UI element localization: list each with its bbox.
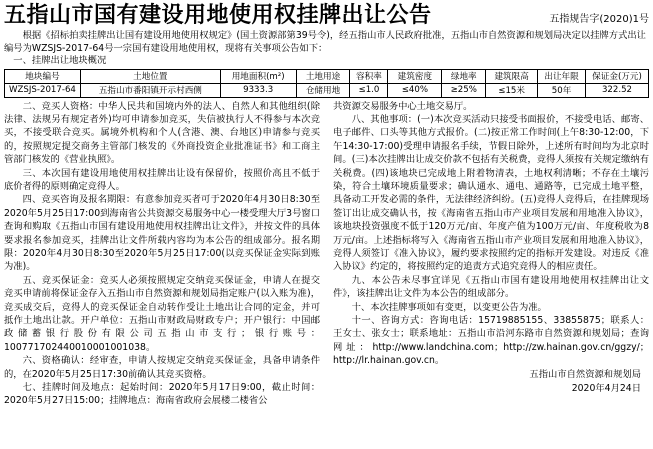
clause-registration: 四、竞买咨询及报名期限：有意参加竞买者可于2020年4月30日8:30至2020年5月25日17:00到海南省公共资源交易服务中心一楼受理大厅3号窗口查询和购取《五指山市国有建设用地使用权挂牌出让文件》，并按文件的具体要求报名参加竞买，挂牌出让文件所载内容均为本公告的组成部分。报名期限：2020年4月30日8:30至2020年5月25日17:00(以竞买保证金实际到账为准)。 — [4, 194, 320, 273]
table-cell: ≤15米 — [486, 83, 538, 97]
table-cell: 322.52 — [586, 83, 649, 97]
table-header-cell: 建筑密度 — [388, 69, 442, 83]
clause-eligibility: 二、竞买人资格：中华人民共和国境内外的法人、自然人和其他组织(除法律、法规另有规定者外)均可申请参加竞买，失信被执行人不得参与本次竞买，不接受联合竞买。属境外机构和个人(含港、澳、台地区)申请参与竞买的，按照规定提交商务主管部门核发的《外商投资企业批准证书》和工商主管部门核发的《营业执照》。 — [4, 100, 320, 166]
table-cell: 50年 — [538, 83, 586, 97]
clause-deposit: 五、竞买保证金：竞买人必须按照规定交纳竞买保证金，申请人在提交竞买申请前将保证金存入五指山市自然资源和规划局指定账户(以入账为准)，竞买成交后，竞得人的竞买保证金自动转作受让土地出让合同的定金，并可抵作土地出让款。开户单位：五指山市财政局财政专户；开户银行：中国邮政储蓄银行股份有限公司五指山市支行；银行账号：100771702440010001001038。 — [4, 274, 320, 353]
clause-listing-time: 七、挂牌时间及地点：起始时间：2020年5月17日9:00，截止时间：2020年5月27日15:00；挂牌地点：海南省政府会展楼二楼省公 — [4, 382, 320, 407]
table-row — [5, 83, 649, 97]
table-header-cell: 地块编号 — [5, 69, 81, 83]
table-cell: 仓储用地 — [296, 83, 350, 97]
page-title: 五指山市国有建设用地使用权挂牌出让公告 — [4, 3, 432, 28]
table-header-cell: 土地用途 — [296, 69, 350, 83]
table-cell: 五指山市番阳镇开示村西侧 — [80, 83, 220, 97]
issue-date: 2020年4月24日 — [571, 382, 641, 394]
section-1-title: 一、挂牌出让地块概况 — [13, 55, 107, 66]
table-cell: ≤40% — [388, 83, 442, 97]
table-header-cell: 建筑限高 — [486, 69, 538, 83]
table-cell: ≤1.0 — [350, 83, 388, 97]
parcel-table — [4, 69, 649, 98]
left-column — [4, 100, 320, 408]
signature-block — [333, 368, 649, 396]
clause-listing-time-continued: 共资源交易服务中心土地交易厅。 — [333, 100, 473, 112]
issuing-organization: 五指山市自然资源和规划局 — [529, 368, 641, 380]
table-header-cell: 出让年限 — [538, 69, 586, 83]
right-column — [333, 100, 649, 408]
table-header-cell: 容积率 — [350, 69, 388, 83]
table-header-cell: 绿地率 — [442, 69, 486, 83]
clause-unresolved: 九、本公告未尽事宜详见《五指山市国有建设用地使用权挂牌出让文件》，该挂牌出让文件为本公告的组成部分。 — [333, 274, 649, 300]
document-number: 五指规告字(2020)1号 — [549, 14, 649, 25]
table-cell: WZSJS-2017-64 — [5, 83, 81, 97]
table-header-cell: 土地位置 — [80, 69, 220, 83]
table-cell: 9333.3 — [220, 83, 296, 97]
clause-other-matters: 八、其他事项：(一)本次竞买活动只接受书面报价，不接受电话、邮寄、电子邮件、口头等其他方式报价。(二)按正常工作时间(上午8:30-12:00，下午14:30-17:00)受理申请报名手续，节假日除外，上述所有时间均为北京时间。(三)本次挂牌出让成交价款不包括有关税费，竞得人须按有关规定缴纳有关税费。(四)该地块已完成地上附着物清表，土地权利清晰；不存在土壤污染，符合土壤环境质量要求；确认通水、通电、通路等，已完成土地平整，具备动工开发必需的条件，无法律经济纠纷。(五)竞得人竞得后，在挂牌现场签订出让成交确认书，按《海南省五指山市产业项目发展和用地准入协议》，该地块投资强度不低于120万元/亩、年度产值为100万元/亩、年度税收为8万元/亩。上述指标将写入《海南省五指山市产业项目发展和用地准入协议》，竞得人须签订《准入协议》，履约要求按照约定的指标开发建设。对违反《准入协议》约定的，将按照约定的追责方式追究竞得人的相应责任。 — [333, 113, 649, 273]
table-header-cell: 用地面积(m²) — [220, 69, 296, 83]
table-header-row — [5, 69, 649, 83]
clause-contact: 十一、咨询方式：咨询电话：15719885155、33855875；联系人：王女士、张女士；联系地址：五指山市沿河东路市自然资源和规划局；查询网址：http://www.landchina.com；http://zw.hainan.gov.cn/ggzy/；http://lr.hainan.gov.cn。 — [333, 315, 649, 367]
clause-changes: 十、本次挂牌事项如有变更，以变更公告为准。 — [351, 301, 547, 313]
clause-reserve-price: 三、本次国有建设用地使用权挂牌出让设有保留价，按照价高且不低于底价者得的原则确定竞得人。 — [4, 167, 320, 192]
title-row — [4, 2, 649, 29]
body-columns — [4, 100, 649, 408]
intro-paragraph: 根据《招标拍卖挂牌出让国有建设用地使用权规定》(国土资源部第39号令)，经五指山市人民政府批准，五指山市自然资源和规划局决定以挂牌方式出让编号为WZSJS-2017-64号一宗国有建设用地使用权，现将有关事项公告如下： — [4, 30, 646, 54]
clause-qualification: 六、资格确认：经审查，申请人按规定交纳竞买保证金，具备申请条件的，在2020年5月25日17:30前确认其竞买资格。 — [4, 355, 320, 380]
table-header-cell: 保证金(万元) — [586, 69, 649, 83]
table-cell: ≥25% — [442, 83, 486, 97]
